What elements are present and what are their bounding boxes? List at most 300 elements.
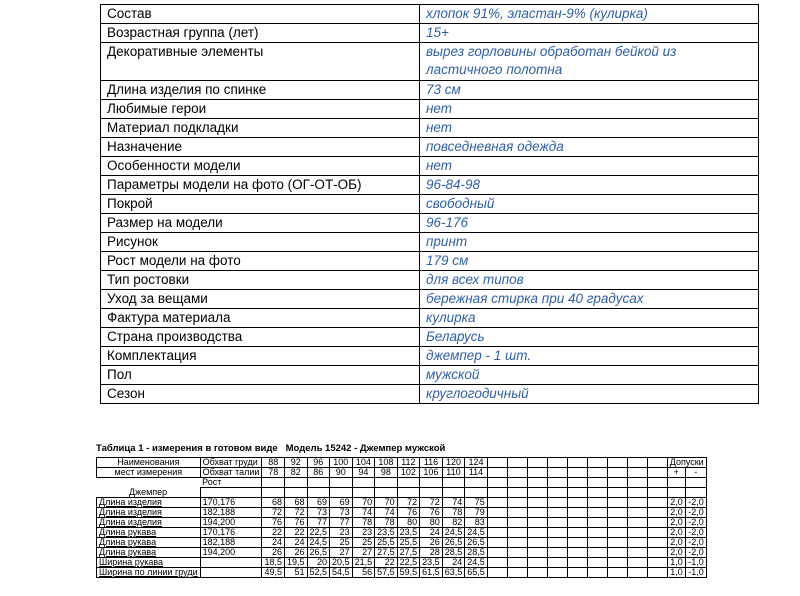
empty-cell [607,478,627,488]
empty-cell [527,518,547,528]
spec-value: 73 см [420,81,759,100]
spec-key: Размер на модели [101,214,420,233]
empty-cell [587,458,607,468]
measure-value: 22 [262,528,285,538]
height-value: 194,200 [200,518,262,528]
empty-cell [527,548,547,558]
measure-value: 51 [284,568,307,578]
empty-cell [647,528,667,538]
measurement-row [97,548,707,558]
empty-cell [587,468,607,478]
spec-value: бережная стирка при 40 градусах [420,290,759,309]
measure-value: 80 [420,518,443,528]
measurement-row [97,528,707,538]
measure-value: 24,5 [307,538,330,548]
empty-cell [587,518,607,528]
measure-value: 26,5 [442,538,465,548]
tol-plus-value: 2,0 [667,498,685,508]
spec-row [101,157,759,176]
header-row-height [97,478,707,488]
empty-cell [200,488,262,498]
waist-value: 114 [465,468,488,478]
empty-cell [487,558,507,568]
empty-cell [627,558,647,568]
empty-cell [567,568,587,578]
measure-name: Длина изделия [97,498,201,508]
empty-cell [487,508,507,518]
measure-value: 25 [352,538,375,548]
measure-value: 24,5 [465,528,488,538]
measure-value: 19,5 [284,558,307,568]
empty-cell [527,468,547,478]
spec-value: хлопок 91%, эластан-9% (кулирка) [420,5,759,24]
empty-cell [507,458,527,468]
measure-value: 27 [330,548,353,558]
measure-value: 49,5 [262,568,285,578]
measure-value: 28,5 [442,548,465,558]
measure-value: 76 [397,508,420,518]
measure-value: 27,5 [375,548,398,558]
empty-cell [547,568,567,578]
spec-key: Параметры модели на фото (ОГ-ОТ-ОБ) [101,176,420,195]
tol-plus-value: 2,0 [667,528,685,538]
empty-cell [587,548,607,558]
measure-value: 69 [330,498,353,508]
spec-row [101,328,759,347]
measure-value: 23,5 [420,558,443,568]
empty-cell [627,508,647,518]
empty-cell [567,558,587,568]
empty-cell [442,478,465,488]
spec-value: принт [420,233,759,252]
measure-value: 72 [397,498,420,508]
empty-cell [567,548,587,558]
measure-value: 54,5 [330,568,353,578]
empty-cell [587,498,607,508]
empty-cell [507,508,527,518]
empty-cell [527,458,547,468]
measure-name: Длина рукава [97,548,201,558]
empty-cell [647,568,667,578]
name-label: Наименования [97,458,201,468]
measure-value: 56 [352,568,375,578]
tol-plus-value: 2,0 [667,508,685,518]
measure-value: 73 [307,508,330,518]
spec-value: свободный [420,195,759,214]
measure-value: 74 [442,498,465,508]
tol-plus-value: 1,0 [667,568,685,578]
spec-key: Возрастная группа (лет) [101,24,420,43]
measurement-row [97,508,707,518]
empty-cell [375,488,398,498]
empty-cell [627,528,647,538]
measure-value: 76 [420,508,443,518]
tol-plus-value: 1,0 [667,558,685,568]
measure-value: 72 [262,508,285,518]
tol-minus-label: - [685,468,706,478]
spec-key: Страна производства [101,328,420,347]
empty-cell [587,558,607,568]
empty-cell [627,518,647,528]
empty-cell [507,528,527,538]
spec-row [101,271,759,290]
measure-value: 24 [442,558,465,568]
measure-value: 74 [352,508,375,518]
chest-value: 96 [307,458,330,468]
measure-value: 18,5 [262,558,285,568]
measure-value: 52,5 [307,568,330,578]
measure-value: 82 [442,518,465,528]
measure-value: 21,5 [352,558,375,568]
waist-value: 82 [284,468,307,478]
product-label: Джемпер [128,487,168,497]
empty-cell [397,478,420,488]
empty-cell [527,488,547,498]
spec-key: Фактура материала [101,309,420,328]
spec-row [101,347,759,366]
measure-value: 26 [262,548,285,558]
measure-value: 26,5 [465,538,488,548]
height-value: 182,188 [200,508,262,518]
waist-value: 106 [420,468,443,478]
measurement-row [97,568,707,578]
chest-value: 100 [330,458,353,468]
spec-row [101,119,759,138]
measurement-table [96,457,707,578]
empty-cell [352,478,375,488]
measurement-row [97,538,707,548]
spec-key: Назначение [101,138,420,157]
empty-cell [352,488,375,498]
measurement-row [97,558,707,568]
measure-value: 74 [375,508,398,518]
height-value: 170,176 [200,528,262,538]
empty-cell [527,508,547,518]
tol-minus-value: -1,0 [685,558,706,568]
empty-cell [507,498,527,508]
waist-value: 78 [262,468,285,478]
measure-value: 75 [465,498,488,508]
empty-cell [567,498,587,508]
height-label: Рост [202,477,222,487]
empty-cell [627,568,647,578]
spec-row [101,385,759,404]
spec-value: нет [420,119,759,138]
empty-cell [487,518,507,528]
empty-cell [487,528,507,538]
empty-cell [487,488,507,498]
empty-cell [647,498,667,508]
empty-cell [307,478,330,488]
empty-cell [507,548,527,558]
measure-value: 24 [284,538,307,548]
empty-cell [487,568,507,578]
measure-name: Длина изделия [97,508,201,518]
measure-name: Ширина рукава [97,558,201,568]
spec-value: джемпер - 1 шт. [420,347,759,366]
measure-value: 23 [352,528,375,538]
empty-cell [607,458,627,468]
measure-value: 28 [420,548,443,558]
spec-key: Рисунок [101,233,420,252]
measure-name: Длина рукава [97,528,201,538]
spec-value: нет [420,157,759,176]
measure-value: 59,5 [397,568,420,578]
spec-key: Рост модели на фото [101,252,420,271]
spec-key: Любимые герои [101,100,420,119]
spec-row [101,100,759,119]
spec-value: мужской [420,366,759,385]
measure-value: 22 [284,528,307,538]
measure-value: 24,5 [465,558,488,568]
empty-cell [487,538,507,548]
spec-key: Сезон [101,385,420,404]
empty-cell [647,488,667,498]
empty-cell [420,488,443,498]
spec-row [101,214,759,233]
empty-cell [547,558,567,568]
empty-cell [567,538,587,548]
tol-minus-value: -2,0 [685,538,706,548]
measure-name: Ширина по линии груди [97,568,201,578]
header-row-chest [97,458,707,468]
spec-value: 15+ [420,24,759,43]
measure-value: 23,5 [375,528,398,538]
empty-cell [97,478,201,488]
empty-cell [607,518,627,528]
empty-cell [627,458,647,468]
empty-cell [627,548,647,558]
empty-cell [307,488,330,498]
spec-row [101,24,759,43]
measurement-row [97,498,707,508]
measure-value: 69 [307,498,330,508]
empty-cell [487,478,507,488]
empty-cell [330,488,353,498]
spec-row [101,176,759,195]
empty-cell [627,488,647,498]
spec-row [101,5,759,24]
header-row-waist [97,468,707,478]
empty-cell [507,468,527,478]
empty-cell [487,458,507,468]
empty-cell [330,478,353,488]
empty-cell [607,548,627,558]
spec-value: нет [420,100,759,119]
tol-plus-value: 2,0 [667,518,685,528]
spec-row [101,309,759,328]
empty-cell [567,478,587,488]
empty-cell [627,468,647,478]
empty-cell [547,478,567,488]
spec-row [101,252,759,271]
empty-cell [487,498,507,508]
spec-value: 96-84-98 [420,176,759,195]
measure-value: 70 [352,498,375,508]
spec-key: Комплектация [101,347,420,366]
spec-value: круглогодичный [420,385,759,404]
empty-cell [487,468,507,478]
waist-value: 98 [375,468,398,478]
spec-row [101,43,759,81]
waist-value: 86 [307,468,330,478]
spec-key: Тип ростовки [101,271,420,290]
spec-row [101,366,759,385]
measure-value: 26 [284,548,307,558]
empty-cell [607,468,627,478]
spec-value: повседневная одежда [420,138,759,157]
empty-cell [420,478,443,488]
measure-value: 20 [307,558,330,568]
measure-value: 28,5 [465,548,488,558]
measure-value: 61,5 [420,568,443,578]
measure-value: 65,5 [465,568,488,578]
empty-cell [507,518,527,528]
empty-cell [547,528,567,538]
empty-cell [627,498,647,508]
measure-value: 22 [375,558,398,568]
spec-key: Пол [101,366,420,385]
empty-cell [667,478,685,488]
tol-minus-value: -2,0 [685,518,706,528]
empty-cell [627,478,647,488]
measure-value: 72 [420,498,443,508]
chest-value: 116 [420,458,443,468]
chest-label: Обхват груди [200,458,262,468]
empty-cell [567,468,587,478]
measure-value: 24 [420,528,443,538]
measure-value: 76 [262,518,285,528]
empty-cell [647,558,667,568]
height-value: 170,176 [200,498,262,508]
empty-cell [567,528,587,538]
empty-cell [547,458,567,468]
empty-cell [685,478,706,488]
measure-value: 83 [465,518,488,528]
empty-cell [547,468,567,478]
measure-value: 77 [307,518,330,528]
empty-cell [607,568,627,578]
waist-value: 102 [397,468,420,478]
empty-cell [547,488,567,498]
spec-row [101,195,759,214]
measure-value: 73 [330,508,353,518]
empty-cell [507,568,527,578]
spec-key: Материал подкладки [101,119,420,138]
empty-cell [527,498,547,508]
empty-cell [587,508,607,518]
measure-value: 70 [375,498,398,508]
waist-label: Обхват талии [200,468,262,478]
measure-name: Длина изделия [97,518,201,528]
spec-row [101,81,759,100]
measure-value: 27,5 [397,548,420,558]
empty-cell [547,518,567,528]
measure-value: 78 [375,518,398,528]
empty-cell [507,558,527,568]
measure-value: 68 [284,498,307,508]
empty-cell [547,538,567,548]
empty-cell [507,488,527,498]
product-specs-table [100,4,759,404]
tolerance-label: Допуски [667,458,706,468]
empty-cell [547,498,567,508]
measure-value: 20,5 [330,558,353,568]
empty-cell [647,458,667,468]
spec-row [101,138,759,157]
header-row-product [97,488,707,498]
spec-value: Беларусь [420,328,759,347]
empty-cell [607,538,627,548]
waist-value: 94 [352,468,375,478]
measure-value: 23,5 [397,528,420,538]
measure-value: 79 [465,508,488,518]
tol-minus-value: -2,0 [685,548,706,558]
height-value [200,568,262,578]
empty-cell [685,488,706,498]
empty-cell [507,478,527,488]
empty-cell [442,488,465,498]
measure-value: 22,5 [397,558,420,568]
measure-value: 25 [330,538,353,548]
chest-value: 104 [352,458,375,468]
measure-value: 25,5 [397,538,420,548]
measure-value: 24,5 [442,528,465,538]
name-label: мест измерения [97,468,201,478]
spec-key: Состав [101,5,420,24]
spec-key: Особенности модели [101,157,420,176]
empty-cell [647,518,667,528]
empty-cell [284,488,307,498]
spec-key: Уход за вещами [101,290,420,309]
tol-minus-value: -1,0 [685,568,706,578]
spec-value: 179 см [420,252,759,271]
spec-value: для всех типов [420,271,759,290]
empty-cell [647,548,667,558]
spec-row [101,290,759,309]
empty-cell [567,488,587,498]
empty-cell [627,538,647,548]
empty-cell [587,488,607,498]
empty-cell [527,538,547,548]
empty-cell [375,478,398,488]
empty-cell [587,478,607,488]
chest-value: 124 [465,458,488,468]
empty-cell [284,478,307,488]
measure-value: 26,5 [307,548,330,558]
measure-value: 23 [330,528,353,538]
measurement-body [97,458,707,578]
empty-cell [487,548,507,558]
empty-cell [667,488,685,498]
measurement-row [97,518,707,528]
measure-value: 78 [352,518,375,528]
empty-cell [587,568,607,578]
measure-value: 24 [262,538,285,548]
height-value: 182,188 [200,538,262,548]
tol-plus-value: 2,0 [667,548,685,558]
tol-minus-value: -2,0 [685,508,706,518]
empty-cell [607,498,627,508]
tol-plus-value: 2,0 [667,538,685,548]
spec-value: кулирка [420,309,759,328]
empty-cell [567,458,587,468]
empty-cell [647,468,667,478]
empty-cell [262,478,285,488]
measure-value: 25,5 [375,538,398,548]
empty-cell [527,558,547,568]
spec-value: вырез горловины обработан бейкой из ластичного полотна [420,43,759,81]
